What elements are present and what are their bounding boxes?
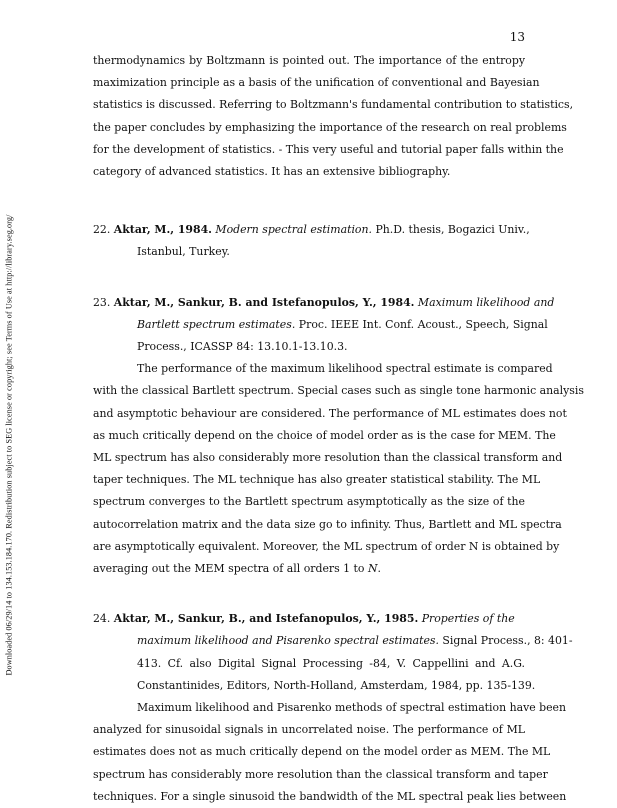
text-line: techniques. For a single sinusoid the bandwidth of the ML spectral peak lies between [93,789,567,803]
reference-title: Bartlett spectrum estimates. [137,317,296,331]
reference-heading [93,292,555,314]
download-notice-text: Downloaded 06/29/14 to 134.153.184.170. Redistribution subject to SEG license or copyright; see Terms of Use at http://library.seg.org/ [4,214,14,676]
text-line: spectrum converges to the Bartlett spectrum asymptotically as the size of the [93,495,525,509]
text-line: analyzed for sinusoidal signals in uncorrelated noise. The performance of ML [93,723,525,737]
text-line: as much critically depend on the choice of model order as is the case for MEM. The [93,428,556,442]
text-line: for the development of statistics. - This very useful and tutorial paper falls within the [93,142,564,156]
download-notice [0,0,18,800]
text-line: ML spectrum has also considerably more resolution than the classical transform and [93,451,563,465]
reference-continuation: Constantinides, Editors, North-Holland, Amsterdam, 1984, pp. 135-139. [137,678,536,692]
text-line: Maximum likelihood and Pisarenko methods of spectral estimation have been [137,701,567,715]
reference-title: Properties of the [421,612,515,626]
reference-22 [93,219,530,263]
reference-23 [93,292,584,581]
page-number: 13 [509,30,525,44]
text-line [93,558,525,580]
text-line: spectrum has considerably more resolution than the classical transform and taper [93,767,548,781]
text-line: taper techniques. The ML technique has also greater statistical stability. The ML [93,473,541,487]
reference-continuation: Process., ICASSP 84: 13.10.1-13.10.3. [137,340,348,354]
text-fragment: averaging out the MEM spectra of all orders 1 to [93,562,368,576]
text-line: maximization principle as a basis of the unification of conventional and Bayesian [93,76,540,90]
text-line: category of advanced statistics. It has an extensive bibliography. [93,165,451,179]
reference-continuation: Istanbul, Turkey. [137,245,230,259]
reference-abstract [93,697,567,808]
text-line: autocorrelation matrix and the data size go to infinity. Thus, Bartlett and ML spectra [93,517,562,531]
reference-title: Modern spectral estimation. [215,223,372,237]
reference-title: maximum likelihood and Pisarenko spectral estimates. [137,634,439,648]
text-line: thermodynamics by Boltzmann is pointed out. The importance of the entropy [93,54,525,67]
reference-authors: Aktar, M., Sankur, B., and Istefanopulos, Y., 1985. [113,612,419,626]
reference-source: Ph.D. thesis, Bogazici Univ., [375,223,530,237]
text-line: statistics is discussed. Referring to Boltzmann's fundamental contribution to statistics, [93,98,574,112]
order-variable: N [367,562,378,576]
text-line: with the classical Bartlett spectrum. Special cases such as single tone harmonic analysis [93,384,584,398]
reference-number: 22. [93,223,111,237]
reference-continuation: 413. Cf. also Digital Signal Processing -84, V. Cappellini and A.G. [137,656,525,670]
reference-authors: Aktar, M., Sankur, B. and Istefanopulos, Y., 1984. [113,295,415,309]
reference-title: Maximum likelihood and [417,295,555,309]
reference-abstract [93,358,584,580]
reference-authors: Aktar, M., 1984. [113,223,212,237]
reference-number: 23. [93,295,111,309]
reference-heading [93,608,525,630]
text-line: are asymptotically equivalent. Moreover, the ML spectrum of order N is obtained by [93,539,560,553]
reference-source: Signal Process., 8: 401- [442,634,573,648]
reference-line [93,630,573,652]
text-line: the paper concludes by emphasizing the importance of the research on real problems [93,120,567,134]
reference-line [93,314,548,336]
intro-paragraph [93,50,574,183]
text-line: The performance of the maximum likelihood spectral estimate is compared [137,362,553,376]
page-body [93,50,584,808]
reference-source: Proc. IEEE Int. Conf. Acoust., Speech, Signal [298,317,548,331]
reference-number: 24. [93,612,111,626]
reference-24 [93,608,573,808]
reference-heading [93,219,530,241]
text-line: estimates does not as much critically depend on the model order as MEM. The ML [93,745,551,759]
text-line: and asymptotic behaviour are considered. The performance of ML estimates does not [93,406,567,420]
text-fragment: . [377,562,381,576]
